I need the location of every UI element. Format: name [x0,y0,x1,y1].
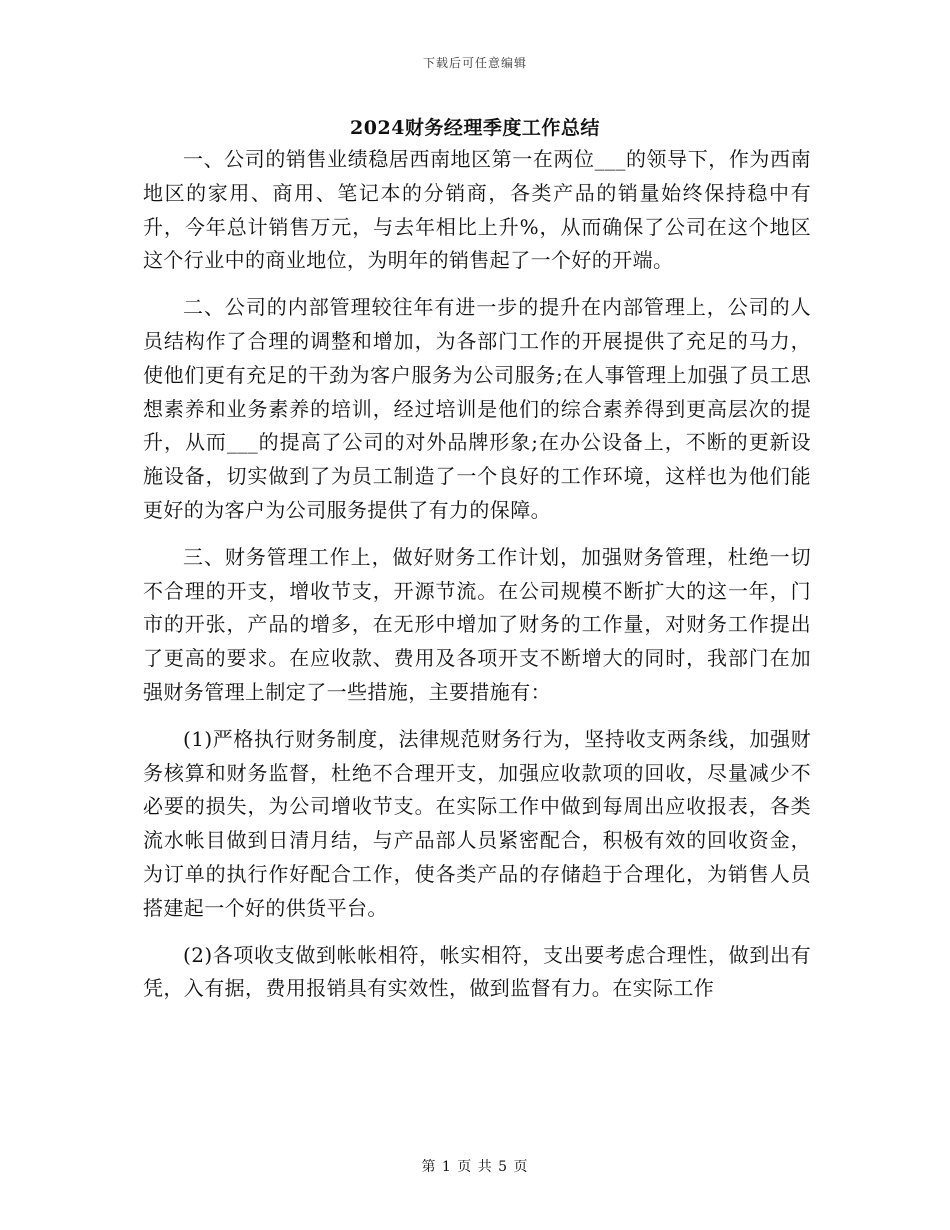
paragraph-measure-1: (1)严格执行财务制度，法律规范财务行为，坚持收支两条线，加强财务核算和财务监督，杜绝不合理开支，加强应收款项的回收，尽量减少不必要的损失，为公司增收节支。在实际工作中做到每周出应收报表，各类流水帐目做到日清月结，与产品部人员紧密配合，积极有效的回收资金，为订单的执行作好配合工作，使各类产品的存储趋于合理化，为销售人员搭建起一个好的供货平台。 [143,726,811,920]
paragraph-sales-performance: 一、公司的销售业绩稳居西南地区第一在两位___的领导下，作为西南地区的家用、商用、笔记本的分销商，各类产品的销量始终保持稳中有升，今年总计销售万元，与去年相比上升%，从而确保了公司在这个地区这个行业中的商业地位，为明年的销售起了一个好的开端。 [143,147,811,273]
document-body [143,143,811,1006]
page-header-note: 下载后可任意编辑 [422,56,527,70]
document-title: 2024财务经理季度工作总结 [350,117,600,139]
paragraph-measure-2: (2)各项收支做到帐帐相符，帐实相符，支出要考虑合理性，做到出有凭，入有据，费用报销具有实效性，做到监督有力。在实际工作 [143,942,811,1001]
page-number: 第 1 页 共 5 页 [421,1159,529,1175]
paragraph-internal-management: 二、公司的内部管理较往年有进一步的提升在内部管理上，公司的人员结构作了合理的调整和增加，为各部门工作的开展提供了充足的马力，使他们更有充足的干劲为客户服务为公司服务;在人事管理上加强了员工思想素养和业务素养的培训，经过培训是他们的综合素养得到更高层次的提升，从而___的提高了公司的对外品牌形象;在办公设备上，不断的更新设施设备，切实做到了为员工制造了一个良好的工作环境，这样也为他们能更好的为客户为公司服务提供了有力的保障。 [143,295,811,522]
paragraph-financial-management: 三、财务管理工作上，做好财务工作计划，加强财务管理，杜绝一切不合理的开支，增收节支，开源节流。在公司规模不断扩大的这一年，门市的开张，产品的增多，在无形中增加了财务的工作量，对财务工作提出了更高的要求。在应收款、费用及各项开支不断增大的同时，我部门在加强财务管理上制定了一些措施，主要措施有： [143,544,811,704]
